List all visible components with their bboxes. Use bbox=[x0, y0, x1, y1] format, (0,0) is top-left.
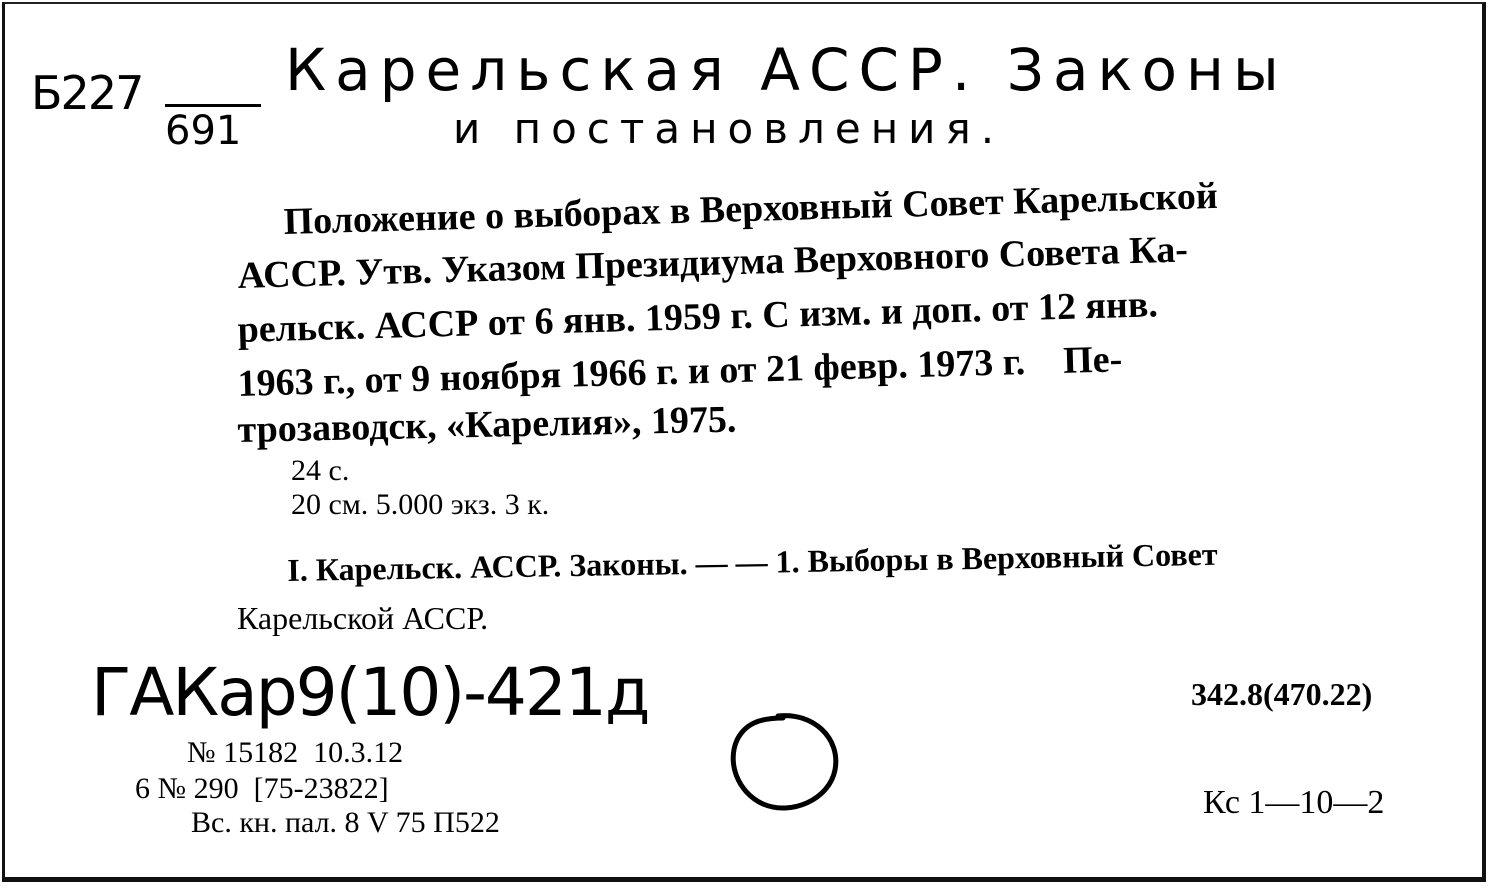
tracings-line1: I. Карельск. АССР. Законы. — — 1. Выборы в Верховный Совет bbox=[287, 535, 1218, 588]
pages-count: 24 с. bbox=[291, 454, 350, 487]
hand-drawn-circle bbox=[723, 708, 853, 818]
main-entry-line1: Положение о выборах в Верховный Совет Карельской bbox=[283, 174, 1219, 243]
order-number: 6 № 290 [75-23822] bbox=[135, 772, 389, 805]
kc-code: Кс 1—10—2 bbox=[1203, 784, 1385, 821]
tracings-line2: Карельской АССР. bbox=[237, 600, 489, 636]
book-chamber-code: Вс. кн. пал. 8 V 75 П522 bbox=[191, 806, 500, 839]
accession-number: № 15182 10.3.12 bbox=[187, 736, 404, 769]
subject-heading-line2: и постановления. bbox=[453, 104, 1005, 153]
call-number: ГАКар9(10)-421д bbox=[91, 654, 649, 731]
main-entry-line3: рельск. АССР от 6 янв. 1959 г. С изм. и доп. от 12 янв. bbox=[237, 283, 1159, 351]
format-info: 20 см. 5.000 экз. 3 к. bbox=[291, 488, 550, 521]
catalog-card bbox=[2, 2, 1486, 882]
shelf-mark-bottom: 691 bbox=[165, 108, 242, 154]
subject-heading-line1: Карельская АССР. Законы bbox=[285, 36, 1288, 104]
shelf-mark-fraction-line bbox=[165, 104, 261, 107]
main-entry-line2: АССР. Утв. Указом Президиума Верховного Совета Ка- bbox=[237, 228, 1189, 297]
shelf-mark-top: Б227 bbox=[31, 66, 143, 120]
classification-code: 342.8(470.22) bbox=[1191, 676, 1373, 712]
main-entry-line5: трозаводск, «Карелия», 1975. bbox=[237, 398, 737, 451]
main-entry-line4: 1963 г., от 9 ноября 1966 г. и от 21 февр. 1973 г. Пе- bbox=[237, 338, 1123, 405]
